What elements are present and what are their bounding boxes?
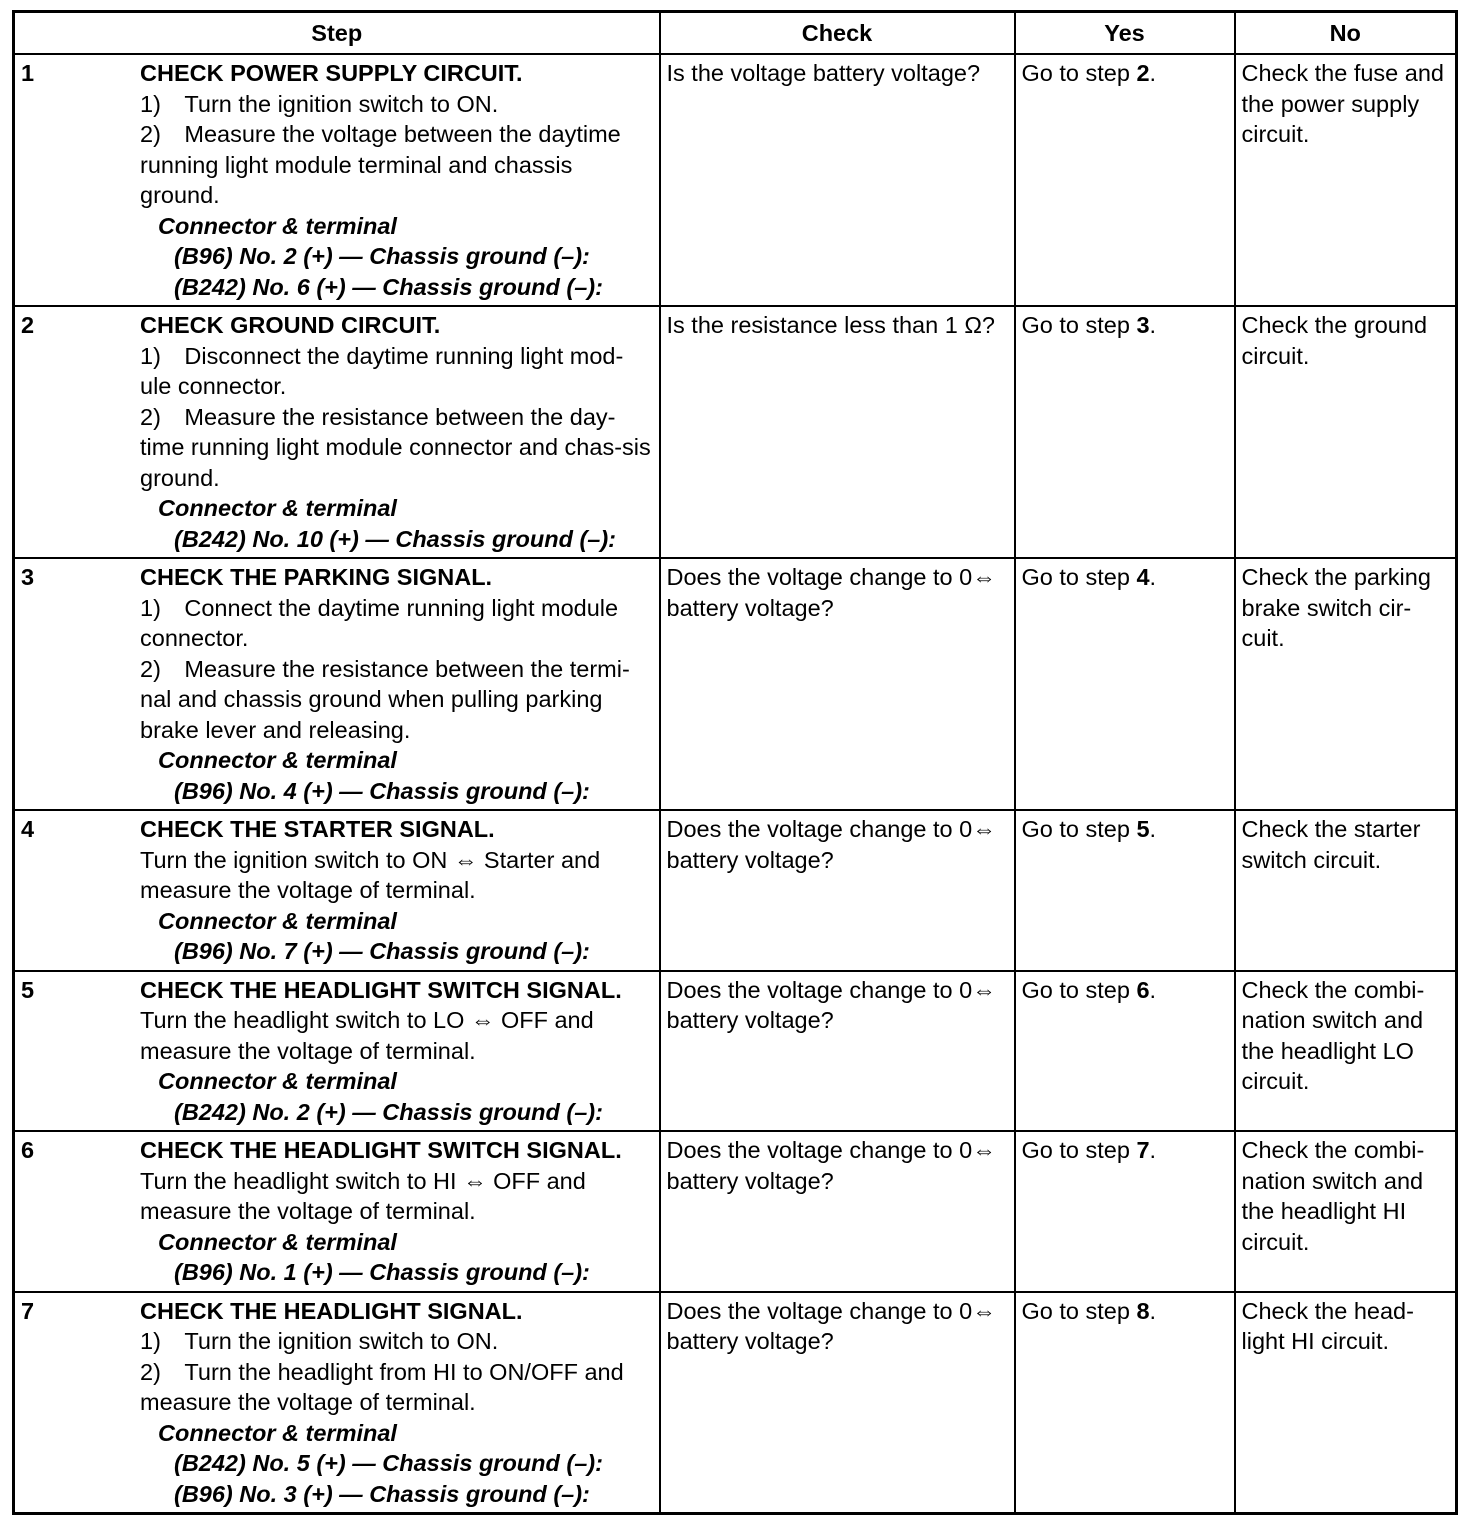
step-body: [140, 310, 653, 554]
yes-step-number: 7: [1136, 1137, 1150, 1163]
table-row: [14, 971, 1457, 1132]
connector-terminal: (B96) No. 7 (+) — Chassis ground (–):: [174, 938, 590, 964]
step-instruction: 1) Connect the daytime running light module connector.: [140, 594, 619, 651]
yes-period: .: [1149, 60, 1157, 86]
header-yes: Yes: [1015, 12, 1235, 55]
step-cell: [14, 1292, 660, 1514]
yes-cell: [1015, 971, 1235, 1132]
yes-text: Go to step: [1021, 1137, 1137, 1163]
step-instruction: 1) Disconnect the daytime running light mod-ule connector.: [140, 342, 624, 399]
yes-step-number: 8: [1136, 1297, 1150, 1324]
table-row: [14, 1292, 1457, 1514]
check-cell: Is the resistance less than 1 Ω?: [660, 306, 1015, 558]
step-number: 4: [21, 816, 35, 842]
step-body: [140, 58, 653, 302]
check-cell: Does the voltage change to 0⇔ battery voltage?: [660, 1131, 1015, 1292]
yes-cell: [1015, 306, 1235, 558]
yes-step-number: 2: [1136, 60, 1150, 86]
check-cell: Does the voltage change to 0⇔ battery voltage?: [660, 971, 1015, 1132]
yes-cell: [1015, 1131, 1235, 1292]
check-cell: Does the voltage change to 0⇔ battery voltage?: [660, 558, 1015, 810]
check-cell: Does the voltage change to 0⇔ battery voltage?: [660, 1292, 1015, 1514]
no-cell: Check the combi-nation switch and the headlight HI circuit.: [1235, 1131, 1457, 1292]
table-row: [14, 810, 1457, 971]
yes-cell: [1015, 558, 1235, 810]
yes-period: .: [1149, 1137, 1157, 1163]
step-instruction: 2) Measure the resistance between the termi-nal and chassis ground when pulling parking brake lever and releasing.: [140, 655, 630, 743]
step-cell: [14, 558, 660, 810]
yes-text: Go to step: [1021, 564, 1137, 590]
step-body: [140, 1135, 653, 1288]
step-title: CHECK THE HEADLIGHT SWITCH SIGNAL.: [140, 1137, 622, 1163]
yes-text: Go to step: [1021, 60, 1137, 86]
step-number: 6: [21, 1137, 35, 1163]
yes-step-number: 6: [1136, 976, 1150, 1003]
connector-label: Connector & terminal: [158, 495, 397, 521]
header-row: [14, 12, 1457, 55]
step-cell: [14, 1131, 660, 1292]
step-body: [140, 975, 653, 1128]
yes-period: .: [1149, 564, 1157, 590]
connector-terminal: (B242) No. 2 (+) — Chassis ground (–):: [174, 1098, 603, 1125]
step-content: [21, 562, 653, 806]
connector-label: Connector & terminal: [158, 1068, 397, 1094]
header-check: Check: [660, 12, 1015, 55]
table-row: [14, 1131, 1457, 1292]
table-row: [14, 306, 1457, 558]
step-instruction: 2) Measure the resistance between the day-time running light module connector and chas-sis ground.: [140, 403, 651, 491]
yes-period: .: [1149, 816, 1157, 842]
step-title: CHECK THE STARTER SIGNAL.: [140, 816, 495, 842]
connector-label: Connector & terminal: [158, 1419, 397, 1446]
step-body: [140, 814, 653, 967]
step-instruction: 2) Measure the voltage between the daytime running light module terminal and chassis ground.: [140, 121, 621, 208]
check-cell: Is the voltage battery voltage?: [660, 54, 1015, 306]
connector-terminal: (B242) No. 5 (+) — Chassis ground (–):: [174, 1450, 603, 1476]
yes-cell: [1015, 54, 1235, 306]
yes-text: Go to step: [1021, 1297, 1137, 1324]
connector-label: Connector & terminal: [158, 907, 397, 934]
step-title: CHECK POWER SUPPLY CIRCUIT.: [140, 60, 523, 86]
step-number: 2: [21, 312, 35, 338]
table-row: [14, 558, 1457, 810]
no-cell: Check the starter switch circuit.: [1235, 810, 1457, 971]
connector-terminal: (B96) No. 1 (+) — Chassis ground (–):: [174, 1259, 590, 1285]
connector-label: Connector & terminal: [158, 747, 397, 773]
check-cell: Does the voltage change to 0⇔ battery voltage?: [660, 810, 1015, 971]
no-cell: Check the parking brake switch cir-cuit.: [1235, 558, 1457, 810]
yes-step-number: 3: [1136, 312, 1150, 338]
yes-cell: [1015, 1292, 1235, 1514]
diagnosis-table: [12, 10, 1458, 1515]
yes-period: .: [1149, 976, 1157, 1003]
no-cell: Check the fuse and the power supply circuit.: [1235, 54, 1457, 306]
step-instruction: Turn the headlight switch to HI ⇔ OFF and measure the voltage of terminal.: [140, 1167, 586, 1224]
step-title: CHECK THE PARKING SIGNAL.: [140, 564, 493, 590]
no-cell: Check the head-light HI circuit.: [1235, 1292, 1457, 1514]
yes-text: Go to step: [1021, 816, 1137, 842]
step-title: CHECK THE HEADLIGHT SWITCH SIGNAL.: [140, 976, 622, 1003]
step-number: 1: [21, 60, 35, 86]
yes-text: Go to step: [1021, 976, 1137, 1003]
step-instruction: Turn the headlight switch to LO ⇔ OFF and measure the voltage of terminal.: [140, 1007, 594, 1064]
table-body: [14, 54, 1457, 1514]
step-body: [140, 562, 653, 806]
no-cell: Check the ground circuit.: [1235, 306, 1457, 558]
yes-text: Go to step: [1021, 312, 1137, 338]
connector-terminal: (B96) No. 4 (+) — Chassis ground (–):: [174, 777, 590, 804]
step-title: CHECK GROUND CIRCUIT.: [140, 312, 441, 338]
step-content: [21, 1296, 653, 1510]
connector-terminal: (B96) No. 2 (+) — Chassis ground (–):: [174, 243, 590, 269]
step-instruction: 1) Turn the ignition switch to ON.: [140, 90, 499, 117]
connector-terminal: (B242) No. 6 (+) — Chassis ground (–):: [174, 273, 603, 300]
step-instruction: Turn the ignition switch to ON ⇔ Starter and measure the voltage of terminal.: [140, 846, 601, 903]
step-cell: [14, 810, 660, 971]
step-number: 3: [21, 564, 35, 590]
step-cell: [14, 306, 660, 558]
yes-step-number: 5: [1136, 816, 1150, 842]
yes-period: .: [1149, 1297, 1157, 1324]
connector-label: Connector & terminal: [158, 212, 397, 239]
yes-cell: [1015, 810, 1235, 971]
connector-label: Connector & terminal: [158, 1228, 397, 1255]
step-title: CHECK THE HEADLIGHT SIGNAL.: [140, 1297, 523, 1324]
step-number: 5: [21, 976, 35, 1003]
yes-step-number: 4: [1136, 564, 1150, 590]
step-cell: [14, 54, 660, 306]
step-body: [140, 1296, 653, 1510]
step-content: [21, 310, 653, 554]
step-instruction: 1) Turn the ignition switch to ON.: [140, 1328, 499, 1354]
no-cell: Check the combi-nation switch and the headlight LO circuit.: [1235, 971, 1457, 1132]
connector-terminal: (B96) No. 3 (+) — Chassis ground (–):: [174, 1480, 590, 1507]
yes-period: .: [1149, 312, 1157, 338]
header-no: No: [1235, 12, 1457, 55]
table-row: [14, 54, 1457, 306]
step-cell: [14, 971, 660, 1132]
step-content: [21, 814, 653, 967]
header-step: Step: [14, 12, 660, 55]
step-number: 7: [21, 1297, 35, 1324]
step-content: [21, 58, 653, 302]
step-content: [21, 1135, 653, 1288]
connector-terminal: (B242) No. 10 (+) — Chassis ground (–):: [174, 525, 617, 552]
step-instruction: 2) Turn the headlight from HI to ON/OFF and measure the voltage of terminal.: [140, 1358, 624, 1415]
step-content: [21, 975, 653, 1128]
